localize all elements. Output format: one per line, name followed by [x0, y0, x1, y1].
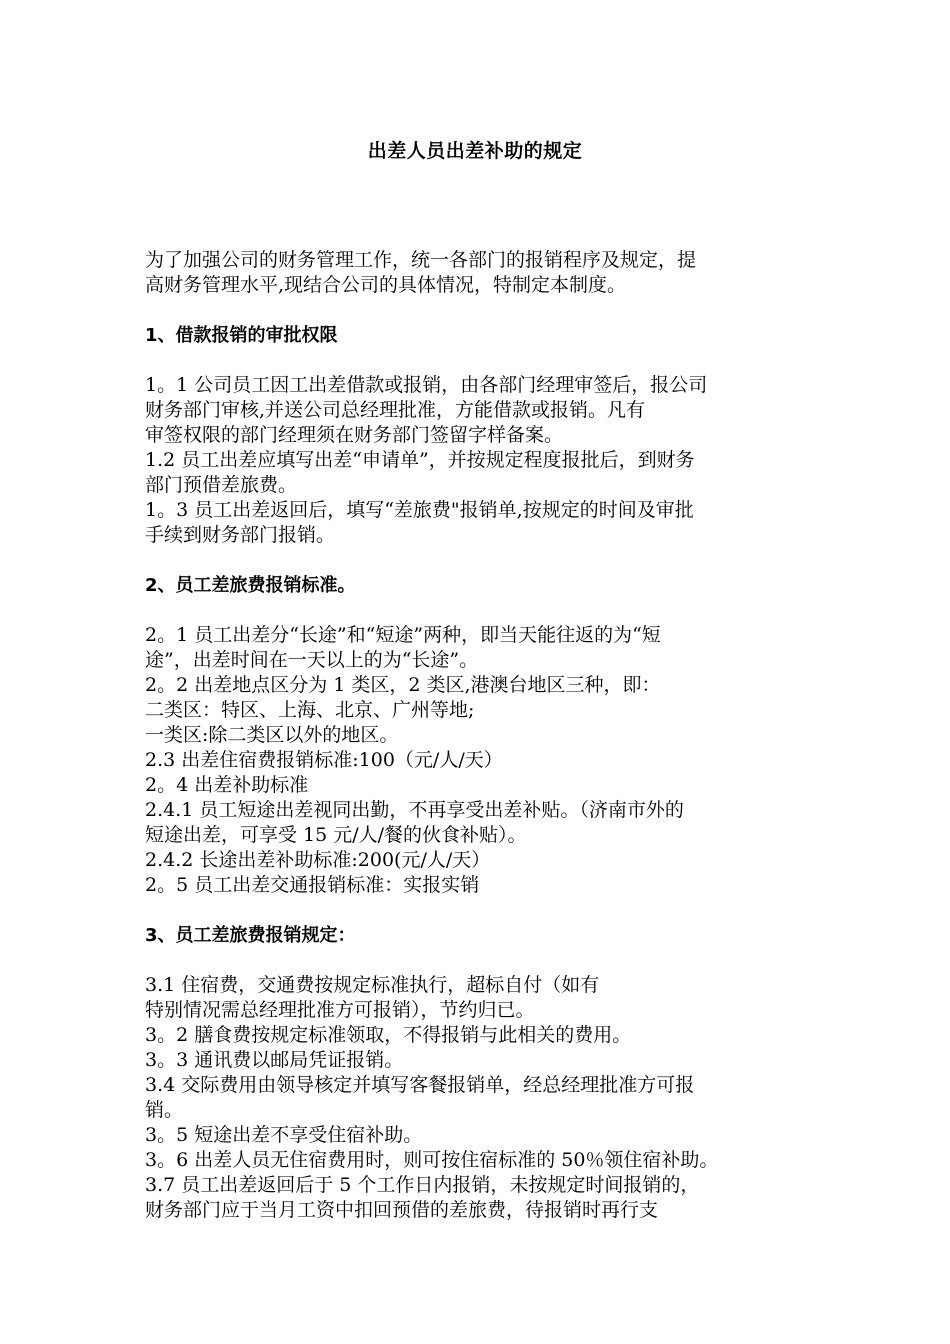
paragraph-gap — [145, 298, 810, 323]
text-line: 2。2 出差地点区分为 1 类区，2 类区,港澳台地区三种，即： — [145, 674, 661, 696]
text-line: 3。6 出差人员无住宿费用时，则可按住宿标准的 50％领住宿补助。 — [145, 1149, 719, 1171]
text-line: 3。2 膳食费按规定标准领取，不得报销与此相关的费用。 — [145, 1024, 632, 1046]
section-reimbursement-standards — [145, 573, 810, 898]
text-line: 3.4 交际费用由领导核定并填写客餐报销单，经总经理批准方可报 — [145, 1074, 695, 1096]
intro-paragraph — [145, 248, 810, 298]
document-body — [145, 248, 810, 1223]
text-line: 手续到财务部门报销。 — [145, 524, 336, 546]
text-line: 一类区:除二类区以外的地区。 — [145, 724, 399, 746]
paragraph-gap — [145, 898, 810, 923]
text-line: 2.4.2 长途出差补助标准:200(元/人/天） — [145, 849, 491, 871]
text-line: 2.4.1 员工短途出差视同出勤，不再享受出差补贴。（济南市外的 — [145, 799, 684, 821]
section-heading: 1、借款报销的审批权限 — [145, 325, 338, 346]
text-line: 二类区：特区、上海、北京、广州等地; — [145, 699, 475, 721]
text-line: 3.7 员工出差返回后于 5 个工作日内报销，未按规定时间报销的， — [145, 1174, 700, 1196]
text-line: 1。3 员工出差返回后，填写“差旅费"报销单,按规定的时间及审批 — [145, 499, 694, 521]
text-line: 审签权限的部门经理须在财务部门签留字样备案。 — [145, 424, 564, 446]
text-line: 为了加强公司的财务管理工作，统一各部门的报销程序及规定，提 — [145, 249, 697, 271]
text-line: 3。5 短途出差不享受住宿补助。 — [145, 1124, 423, 1146]
section-heading: 3、员工差旅费报销规定： — [145, 925, 356, 946]
paragraph-gap — [145, 348, 810, 373]
text-line: 2。4 出差补助标准 — [145, 774, 309, 796]
text-line: 3。3 通讯费以邮局凭证报销。 — [145, 1049, 404, 1071]
text-line: 短途出差，可享受 15 元/人/餐的伙食补贴）。 — [145, 824, 527, 846]
text-line: 财务部门审核,并送公司总经理批准，方能借款或报销。凡有 — [145, 399, 646, 421]
text-line: 2.3 出差住宿费报销标准:100（元/人/天） — [145, 749, 503, 771]
section-heading: 2、员工差旅费报销标准。 — [145, 575, 356, 596]
text-line: 销。 — [145, 1099, 184, 1121]
document-title: 出差人员出差补助的规定 — [367, 140, 583, 162]
text-line: 3.1 住宿费，交通费按规定标准执行，超标自付（如有 — [145, 974, 600, 996]
text-line: 1.2 员工出差应填写出差“申请单”，并按规定程度报批后，到财务 — [145, 449, 695, 471]
section-approval-authority — [145, 323, 810, 548]
text-line: 2。5 员工出差交通报销标准：实报实销 — [145, 874, 480, 896]
text-line: 特别情况需总经理批准方可报销），节约归已。 — [145, 999, 535, 1021]
paragraph-gap — [145, 598, 810, 623]
text-line: 部门预借差旅费。 — [145, 474, 298, 496]
text-line: 财务部门应于当月工资中扣回预借的差旅费，待报销时再行支 — [145, 1199, 659, 1221]
text-line: 2。1 员工出差分“长途”和“短途”两种，即当天能往返的为“短 — [145, 624, 661, 646]
text-line: 1。1 公司员工因工出差借款或报销，由各部门经理审签后，报公司 — [145, 374, 708, 396]
text-line: 途”，出差时间在一天以上的为“长途”。 — [145, 649, 479, 671]
paragraph-gap — [145, 548, 810, 573]
section-reimbursement-rules — [145, 923, 810, 1223]
paragraph-gap — [145, 948, 810, 973]
text-line: 高财务管理水平,现结合公司的具体情况，特制定本制度。 — [145, 274, 627, 296]
